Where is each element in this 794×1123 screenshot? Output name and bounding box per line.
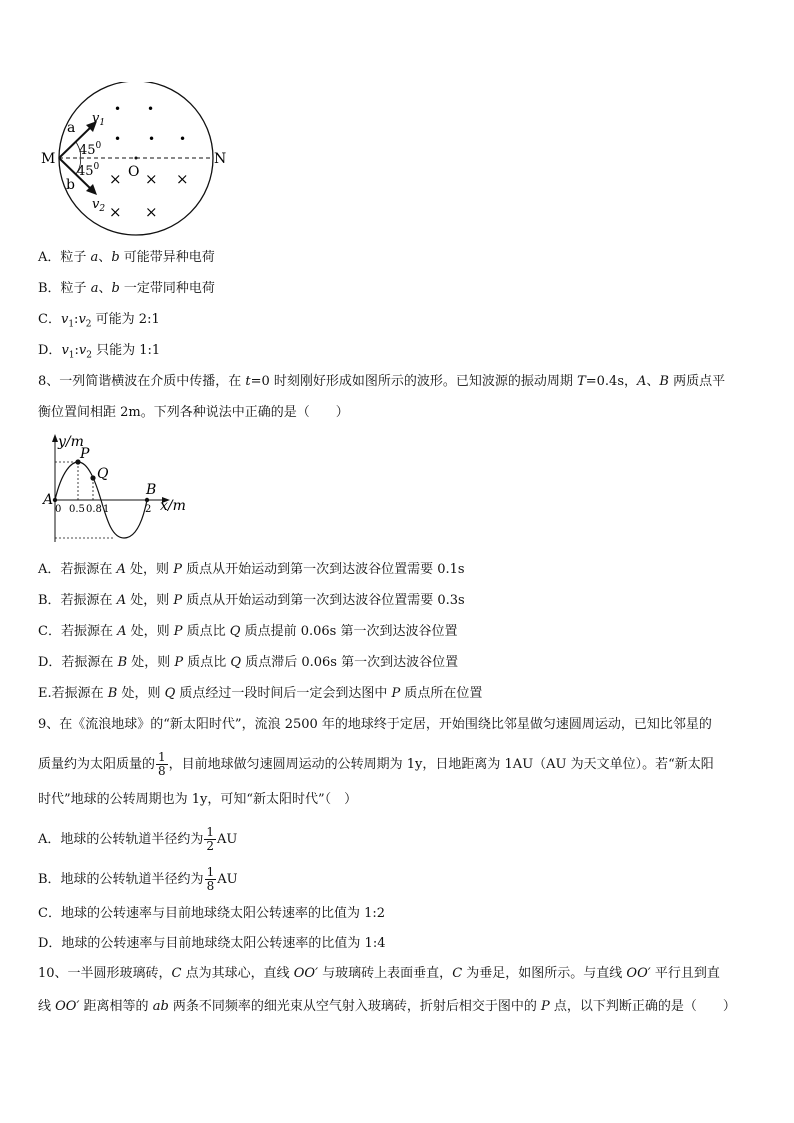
svg-text:1: 1 [103,504,110,515]
svg-text:×: × [176,170,189,188]
wave-figure [40,432,200,548]
angle-lower: 45 [77,164,94,179]
svg-text:•: • [114,132,122,146]
q10-stem-line2: 线 OO′ 距离相等的 ab 两条不同频率的细光束从空气射入玻璃砖，折射后相交于图中的 P 点，以下判断正确的是（ ） [38,999,736,1014]
svg-text:•: • [147,102,155,116]
svg-text:450: $45^0$ [77,162,100,179]
svg-text:×: × [109,203,122,221]
wave-label-B: B [146,482,157,498]
q9-option-c[interactable]: C．地球的公转速率与目前地球绕太阳公转速率的比值为 1:2 [38,906,386,921]
q8-option-a[interactable]: A．若振源在 A 处，则 P 质点从开始运动到第一次到达波谷位置需要 0.1s [38,562,465,577]
q8-option-e[interactable]: E.若振源在 B 处，则 Q 质点经过一段时间后一定会到达图中 P 质点所在位置 [38,686,483,701]
svg-text:0.8: 0.8 [86,504,102,515]
wave-label-P: P [80,446,90,462]
label-b: b [66,177,75,193]
q9-stem-line1: 9、在《流浪地球》的“新太阳时代”，流浪 2500 年的地球终于定居，开始围绕比邻星做匀速圆周运动，已知比邻星的 [38,717,712,732]
svg-text:v2: $v_2$ [92,197,106,214]
q7-option-b[interactable]: B．粒子 a、b 一定带同种电荷 [38,281,215,296]
q9-option-a[interactable]: A．地球的公转轨道半径约为 $\frac{1}{2}$ AU [38,825,238,853]
q9-stem-line3: 时代”地球的公转周期也为 1y，可知“新太阳时代”（ ） [38,792,358,807]
svg-text:450: $45^0$ [79,141,102,158]
label-v1: v [92,111,100,126]
field-dots [114,102,186,146]
point-M: M [41,151,56,167]
svg-text:2: 2 [145,504,152,515]
wave-label-A: A [43,492,54,508]
magnetic-field-figure [36,82,236,242]
svg-text:×: × [145,170,158,188]
q7-option-d[interactable]: D．$v_1:v_2$ 只能为 1:1 [38,343,161,361]
wave-xlabel: x/m [160,498,186,514]
point-O: O [128,164,140,180]
q8-option-b[interactable]: B．若振源在 A 处，则 P 质点从开始运动到第一次到达波谷位置需要 0.3s [38,593,465,608]
svg-text:•: • [114,102,122,116]
q8-stem-line2: 衡位置间相距 2m。下列各种说法中正确的是（ ） [38,405,349,420]
wave-ylabel: y/m [58,434,84,450]
angle-upper: 45 [79,143,96,158]
point-N: N [214,151,227,167]
q9-option-d[interactable]: D．地球的公转速率与目前地球绕太阳公转速率的比值为 1:4 [38,936,386,951]
q10-stem-line1: 10、一半圆形玻璃砖，C 点为其球心，直线 OO′ 与玻璃砖上表面垂直，C 为垂足，如图所示。与直线 OO′ 平行且到直 [38,966,720,981]
svg-text:•: • [179,132,187,146]
svg-text:•: • [148,132,156,146]
label-v2: v [92,197,100,212]
svg-text:v1: $v_1$ [92,111,106,128]
field-crosses [109,170,189,221]
q8-option-c[interactable]: C．若振源在 A 处，则 P 质点比 Q 质点提前 0.06s 第一次到达波谷位置 [38,624,458,639]
svg-text:0.5: 0.5 [69,504,85,515]
q9-stem-line2: 质量约为太阳质量的 $\frac{1}{8}$ ，目前地球做匀速圆周运动的公转周期为 1y，日地距离为 1AU（AU 为天文单位）。若“新太阳 [38,750,714,778]
svg-text:×: × [109,170,122,188]
wave-label-Q: Q [97,466,109,482]
q7-option-c[interactable]: C．$v_1:v_2$ 可能为 2:1 [38,312,160,330]
q9-option-b[interactable]: B．地球的公转轨道半径约为 $\frac{1}{8}$ AU [38,865,238,893]
q7-option-a[interactable]: A．粒子 a、b 可能带异种电荷 [38,250,215,265]
svg-text:×: × [145,203,158,221]
q8-option-d[interactable]: D．若振源在 B 处，则 P 质点比 Q 质点滞后 0.06s 第一次到达波谷位置 [38,655,459,670]
q8-stem-line1: 8、一列简谐横波在介质中传播，在 t=0 时刻刚好形成如图所示的波形。已知波源的振动周期 T=0.4s，A、B 两质点平 [38,374,726,389]
label-a: a [67,120,76,136]
svg-text:0: 0 [55,504,62,515]
